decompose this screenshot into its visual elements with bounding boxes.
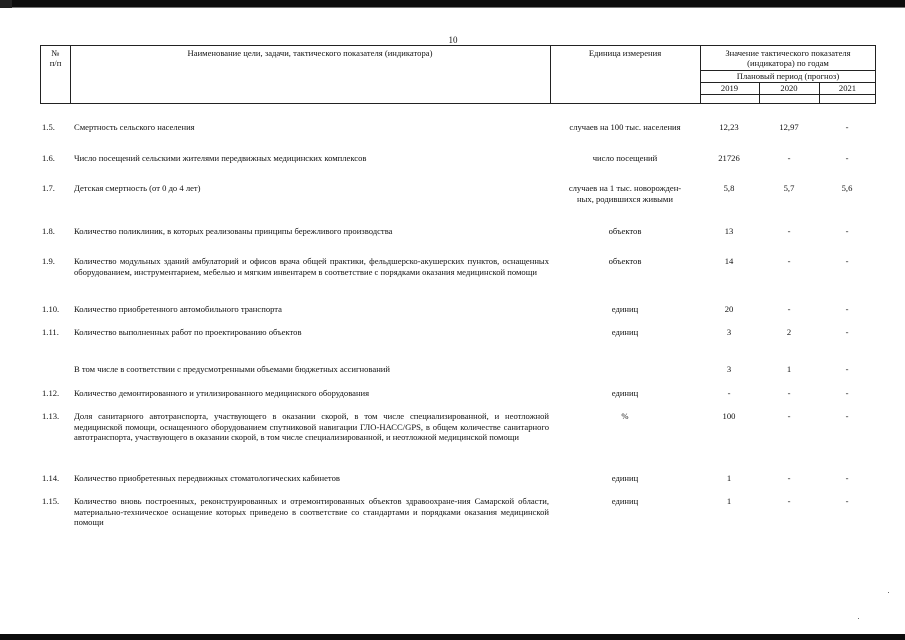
value-2020: 5,7 xyxy=(783,183,795,193)
value-2019: 100 xyxy=(722,411,736,421)
row-unit: случаев на 100 тыс. населения xyxy=(569,122,681,132)
scan-speck xyxy=(888,592,889,593)
value-2019: 12,23 xyxy=(719,122,739,132)
value-2019: 1 xyxy=(726,473,732,483)
row-name: Доля санитарного автотранспорта, участвующего в оказании скорой, в том числе специализированной, и неотложной медицинской помощи, оснащенного оборудованием спутниковой навигации ГЛО-НАСС/GPS, в общем количестве санитарного автотранспорта, участвующего в оказании скорой, в том числе специализированной, и неотложной медицинской помощи xyxy=(74,411,549,443)
value-2019: 13 xyxy=(724,226,734,236)
value-2021: - xyxy=(845,122,849,132)
row-number: 1.7. xyxy=(42,183,55,193)
value-2020: - xyxy=(787,411,791,421)
row-unit: случаев на 1 тыс. новорожден- ных, родившихся живыми xyxy=(568,183,682,204)
value-2021: - xyxy=(845,226,849,236)
header-unit: Единица измерения xyxy=(588,48,662,58)
value-2020: - xyxy=(787,388,791,398)
row-number: 1.14. xyxy=(42,473,60,483)
value-2019: 3 xyxy=(726,364,732,374)
value-2019: 20 xyxy=(724,304,734,314)
value-2020: - xyxy=(787,226,791,236)
row-unit: единиц xyxy=(611,304,639,314)
value-2020: 1 xyxy=(786,364,792,374)
value-2020: 12,97 xyxy=(779,122,799,132)
value-2020: - xyxy=(787,473,791,483)
header-divider xyxy=(700,94,876,95)
value-2019: - xyxy=(727,388,731,398)
value-2020: 2 xyxy=(786,327,792,337)
row-name: В том числе в соответствии с предусмотренными объемами бюджетных ассигнований xyxy=(74,364,390,374)
table-header xyxy=(40,45,876,104)
header-period: Плановый период (прогноз) xyxy=(736,71,840,81)
row-name: Количество модульных зданий амбулаторий и офисов врача общей практики, фельдшерско-акушерских пунктов, оснащенных оборудованием, инструментарием, мебелью и мягким инвентарем в соответствие с порядками оказания медицинской помощи xyxy=(74,256,549,277)
value-2021: - xyxy=(845,153,849,163)
value-2020: - xyxy=(787,496,791,506)
row-name: Детская смертность (от 0 до 4 лет) xyxy=(74,183,201,193)
page-number: 10 xyxy=(448,35,458,45)
value-2020: - xyxy=(787,256,791,266)
value-2021: - xyxy=(845,388,849,398)
row-number: 1.8. xyxy=(42,226,55,236)
value-2019: 14 xyxy=(724,256,734,266)
row-name: Количество демонтированного и утилизированного медицинского оборудования xyxy=(74,388,370,398)
value-2020: - xyxy=(787,304,791,314)
row-number: 1.11. xyxy=(42,327,59,337)
value-2021: 5,6 xyxy=(841,183,853,193)
value-2021: - xyxy=(845,411,849,421)
row-unit: % xyxy=(621,411,629,421)
row-name: Смертность сельского населения xyxy=(74,122,195,132)
header-value-title: Значение тактического показателя (индикатора) по годам xyxy=(725,48,851,68)
row-unit: единиц xyxy=(611,496,639,506)
row-number: 1.5. xyxy=(42,122,55,132)
value-2019: 21726 xyxy=(718,153,740,163)
scan-speck xyxy=(858,618,859,619)
row-name: Число посещений сельскими жителями передвижных медицинских комплексов xyxy=(74,153,367,163)
row-number: 1.9. xyxy=(42,256,55,266)
row-unit: объектов xyxy=(608,256,642,266)
value-2019: 1 xyxy=(726,496,732,506)
row-unit: единиц xyxy=(611,327,639,337)
row-number: 1.13. xyxy=(42,411,60,421)
value-2021: - xyxy=(845,327,849,337)
header-year: 2021 xyxy=(838,83,857,93)
value-2020: - xyxy=(787,153,791,163)
row-number: 1.15. xyxy=(42,496,60,506)
value-2021: - xyxy=(845,364,849,374)
value-2019: 5,8 xyxy=(723,183,735,193)
scan-bottom-edge xyxy=(0,634,905,640)
row-name: Количество приобретенного автомобильного транспорта xyxy=(74,304,282,314)
row-name: Количество выполненных работ по проектированию объектов xyxy=(74,327,302,337)
header-num: № п/п xyxy=(49,48,62,68)
value-2021: - xyxy=(845,473,849,483)
scan-corner-mark xyxy=(0,0,12,8)
value-2021: - xyxy=(845,304,849,314)
value-2021: - xyxy=(845,256,849,266)
row-unit: единиц xyxy=(611,388,639,398)
row-number: 1.12. xyxy=(42,388,60,398)
row-number: 1.10. xyxy=(42,304,60,314)
value-2019: 3 xyxy=(726,327,732,337)
header-name: Наименование цели, задачи, тактического показателя (индикатора) xyxy=(187,48,433,58)
row-name: Количество приобретенных передвижных стоматологических кабинетов xyxy=(74,473,340,483)
row-name: Количество поликлиник, в которых реализованы принципы бережливого производства xyxy=(74,226,393,236)
row-unit: единиц xyxy=(611,473,639,483)
header-year: 2020 xyxy=(780,83,798,93)
scan-top-edge-fade xyxy=(0,7,905,8)
row-name: Количество вновь построенных, реконструированных и отремонтированных объектов здравоохране-ния Самарской области, материально-техническое оснащение которых приведено в соответствие со стандартами и порядками оказания медицинской помощи xyxy=(74,496,549,528)
header-year: 2019 xyxy=(720,83,739,93)
row-unit: число посещений xyxy=(592,153,658,163)
row-number: 1.6. xyxy=(42,153,55,163)
value-2021: - xyxy=(845,496,849,506)
row-unit: объектов xyxy=(608,226,642,236)
scan-top-edge xyxy=(0,0,905,7)
